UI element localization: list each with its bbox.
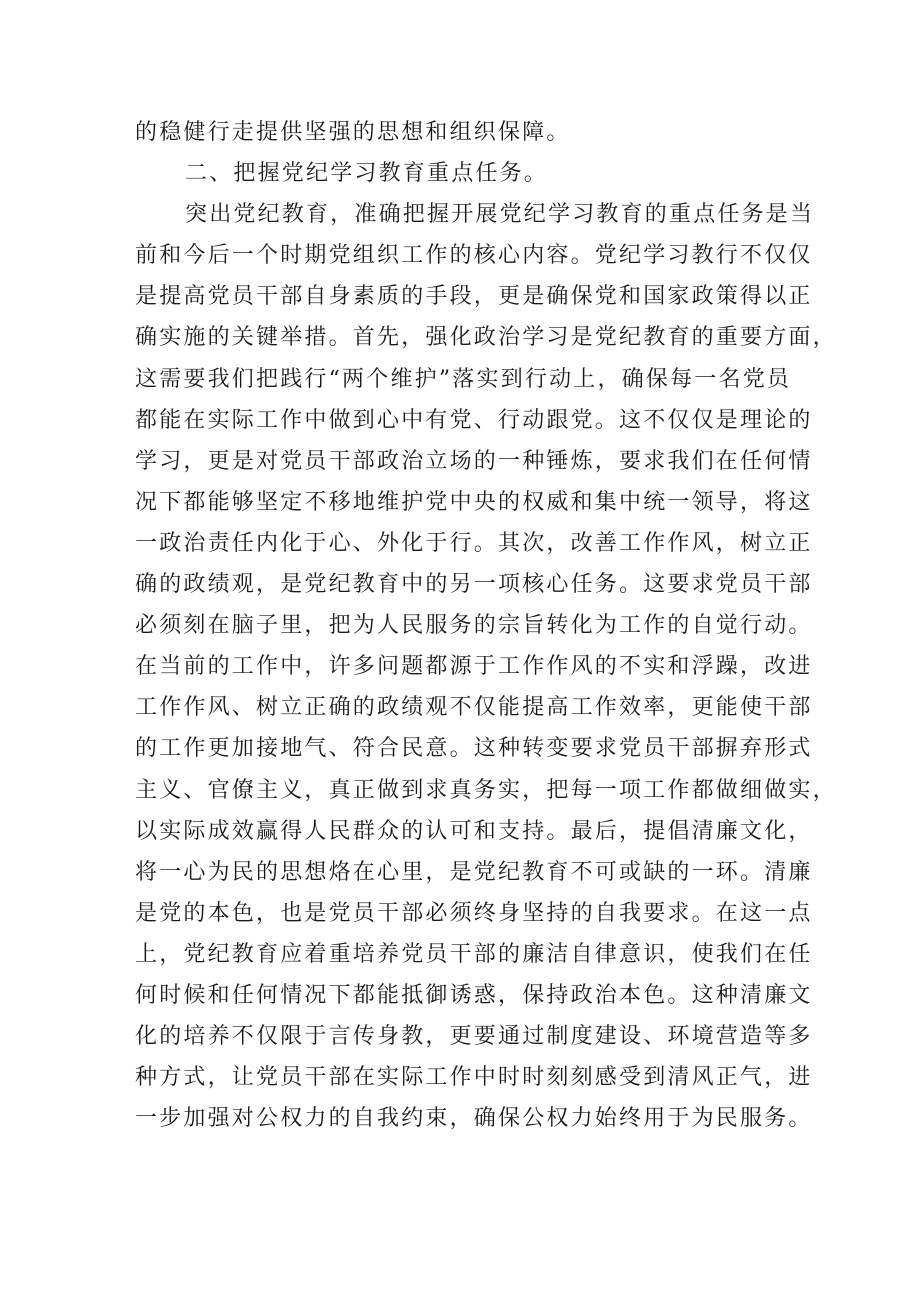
text-line: 以实际成效赢得人民群众的认可和支持。最后，提倡清廉文化， [135, 818, 813, 844]
section-heading: 二、把握党纪学习教育重点任务。 [185, 161, 549, 187]
text-line: 是提高党员干部自身素质的手段，更是确保党和国家政策得以正 [135, 284, 813, 310]
text-line: 在当前的工作中，许多问题都源于工作作风的不实和浮躁，改进 [135, 654, 813, 680]
text-line: 主义、官僚主义，真正做到求真务实，把每一项工作都做细做实， [135, 777, 837, 803]
text-line: 学习，更是对党员干部政治立场的一种锤炼，要求我们在任何情 [135, 448, 813, 474]
text-line: 工作作风、树立正确的政绩观不仅能提高工作效率，更能使干部 [135, 695, 813, 721]
text-line: 这需要我们把践行“两个维护”落实到行动上，确保每一名党员 [135, 366, 792, 392]
text-line: 一政治责任内化于心、外化于行。其次，改善工作作风，树立正 [135, 530, 813, 556]
text-line: 确的政绩观，是党纪教育中的另一项核心任务。这要求党员干部 [135, 572, 813, 598]
text-line: 的稳健行走提供坚强的思想和组织保障。 [135, 120, 571, 145]
text-line: 一步加强对公权力的自我约束，确保公权力始终用于为民服务。 [135, 1106, 813, 1132]
text-line: 前和今后一个时期党组织工作的核心内容。党纪学习教行不仅仅 [135, 243, 813, 269]
document-body [135, 112, 837, 1139]
text-line: 是党的本色，也是党员干部必须终身坚持的自我要求。在这一点 [135, 900, 813, 926]
text-line: 突出党纪教育，准确把握开展党纪学习教育的重点任务是当 [185, 202, 815, 228]
text-line: 况下都能够坚定不移地维护党中央的权威和集中统一领导，将这 [135, 489, 813, 515]
text-line: 确实施的关键举措。首先，强化政治学习是党纪教育的重要方面， [135, 325, 837, 351]
text-line: 必须刻在脑子里，把为人民服务的宗旨转化为工作的自觉行动。 [135, 613, 813, 639]
text-line: 的工作更加接地气、符合民意。这种转变要求党员干部摒弃形式 [135, 736, 813, 762]
text-line: 种方式，让党员干部在实际工作中时时刻刻感受到清风正气，进 [135, 1065, 813, 1091]
text-line: 上，党纪教育应着重培养党员干部的廉洁自律意识，使我们在任 [135, 941, 813, 967]
text-line: 何时候和任何情况下都能抵御诱惑，保持政治本色。这种清廉文 [135, 982, 813, 1008]
text-line: 化的培养不仅限于言传身教，更要通过制度建设、环境营造等多 [135, 1024, 813, 1050]
text-line: 都能在实际工作中做到心中有党、行动跟党。这不仅仅是理论的 [135, 407, 813, 433]
text-line: 将一心为民的思想烙在心里，是党纪教育不可或缺的一环。清廉 [135, 859, 813, 885]
